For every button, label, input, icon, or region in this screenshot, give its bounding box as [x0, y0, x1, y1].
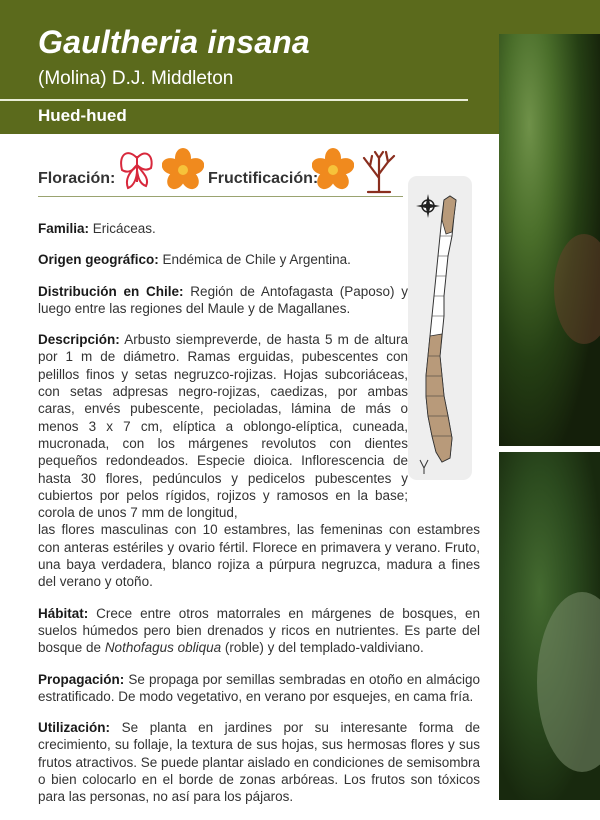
propagacion-label: Propagación: [38, 671, 125, 687]
bare-tree-icon [358, 148, 400, 194]
familia-text: Ericáceas. [89, 221, 156, 236]
utilizacion-paragraph [38, 719, 480, 805]
propagacion-paragraph [38, 671, 480, 706]
species-description [38, 220, 480, 820]
distribucion-text: Región de Antofagasta (Paposo) y luego entre las regiones del Maule y de Magallanes. [38, 283, 409, 316]
species-title: Gaultheria insana [38, 24, 310, 60]
habitat-text: Crece entre otros matorrales en márgenes de bosques, en suelos húmedos pero bien drenados y ricos en nutrientes. Es parte del bosque de [38, 605, 480, 656]
flower-icon [312, 148, 354, 194]
flowering-label: Floración: [38, 170, 116, 187]
habitat-species: Nothofagus obliqua [104, 640, 222, 656]
header-divider [0, 99, 468, 101]
propagacion-text: Se propaga por semillas sembradas en otoño en almácigo estratificado. De modo vegetativo, en verano por esquejes, en cama fría. [38, 671, 480, 704]
descripcion-continued [38, 521, 480, 590]
habitat-text-after: (roble) y del templado-valdiviano. [221, 640, 424, 656]
descripcion-text-tail: las flores masculinas con 10 estambres, las femeninas con estambres con anteras estériles y ovario fértil. Florece en primavera y verano. Fruto, una baya verdadera, blanco rojiza a púrpura negruzca, madura a fines del verano y otoño. [38, 522, 480, 590]
common-name: Hued-hued [38, 106, 127, 125]
habitat-paragraph [38, 605, 480, 657]
descripcion-paragraph [38, 331, 408, 521]
flower-icon [162, 148, 204, 194]
utilizacion-label: Utilización: [38, 720, 111, 736]
phenology-row [38, 148, 403, 202]
descripcion-label: Descripción: [38, 332, 120, 348]
origen-text: Endémica de Chile y Argentina. [158, 252, 351, 268]
species-author: (Molina) D.J. Middleton [38, 68, 234, 89]
phenology-divider [38, 196, 403, 197]
distribucion-paragraph [38, 283, 408, 318]
familia-paragraph [38, 220, 408, 237]
plant-photo-top [499, 34, 600, 446]
distribucion-label: Distribución en Chile: [38, 283, 184, 299]
plant-photo-bottom [499, 452, 600, 800]
habitat-label: Hábitat: [38, 605, 89, 621]
familia-label: Familia: [38, 221, 90, 236]
origen-label: Origen geográfico: [38, 252, 159, 268]
fruiting-label: Fructificación: [208, 170, 319, 187]
descripcion-text: Arbusto siempreverde, de hasta 5 m de altura por 1 m de diámetro. Ramas erguidas, pubescentes con pelillos finos y setas negruzco-rojizas. Hojas subcoriáceas, con setas adpresas negro-rojizas, caedizas, por ambas caras, envés pubescente, pecioladas, lámina de más o menos 3 x 7 cm, elíptica a oblongo-elíptica, cuneada, mucronada, con los márgenes revolutos con dientes pequeños redondeados. Especie dioica. Inflorescencia de hasta 30 flores, pedúnculos y pedicelos pubescentes y cubiertos por pelos rígidos, rojizos y ramosos en la base; corola de unos 7 mm de longitud, [38, 332, 408, 521]
butterfly-icon [118, 148, 156, 194]
compass-icon [416, 194, 440, 218]
origen-paragraph [38, 251, 408, 268]
utilizacion-text: Se planta en jardines por su interesante forma de crecimiento, su follaje, la textura de sus hojas, sus hermosas flores y sus frutos atractivos. Se puede plantar aislado en condiciones de semisombra o bien colocarlo en el borde de zonas arbóreas. Los frutos son tóxicos para las personas, no así para los pájaros. [38, 720, 480, 805]
